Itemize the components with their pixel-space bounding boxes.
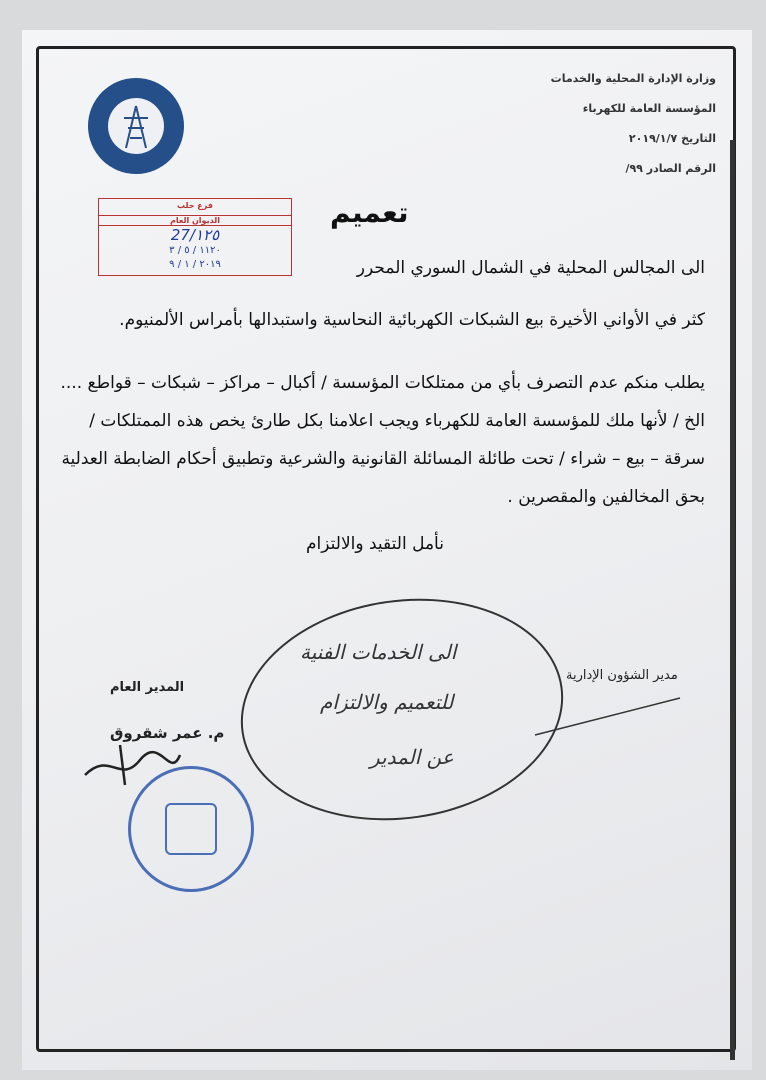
- seal-emblem-icon: [165, 803, 217, 855]
- official-seal: [128, 766, 254, 892]
- stamp-branch: فرع حلب: [177, 201, 213, 210]
- paragraph-2: يطلب منكم عدم التصرف بأي من ممتلكات المؤسسة / أكبال – مراكز – شبكات – قواطع .... الخ / لأنها ملك للمؤسسة العامة للكهرباء ويجب اعلامنا بكل طارئ يخص هذه الممتلكات / سرقة – بيع – شراء / تحت طائلة المسائلة القانونية والشرعية وتطبيق أحكام الضابطة العدلية بحق المخالفين والمقصرين .: [60, 373, 705, 507]
- general-manager-title: المدير العام: [110, 680, 185, 695]
- power-tower-icon: [108, 98, 164, 154]
- admin-affairs-title: مدير الشؤون الإدارية: [566, 668, 678, 683]
- closing-line: نأمل التقيد والالتزام: [306, 534, 444, 554]
- ministry-name: وزارة الإدارة المحلية والخدمات: [550, 72, 716, 85]
- stamp-date-row: ١١٢٠ / ٥ / ٣: [169, 245, 221, 256]
- page-edge-shadow: [730, 140, 735, 1060]
- handwritten-line-2: للتعميم والالتزام: [320, 690, 454, 714]
- institution-name: المؤسسة العامة للكهرباء: [582, 102, 716, 115]
- reference-number: الرقم الصادر ٩٩/: [625, 162, 716, 175]
- general-manager-name: م. عمر شقروق: [110, 724, 225, 742]
- document-date: التاريخ ٢٠١٩/١/٧: [628, 132, 716, 145]
- institution-logo: [88, 78, 184, 174]
- paragraph-1: كثر في الأواني الأخيرة بيع الشبكات الكهربائية النحاسية واستبدالها بأمراس الألمنيوم.: [119, 310, 705, 330]
- recipient-line: الى المجالس المحلية في الشمال السوري المحرر: [356, 258, 705, 278]
- handwritten-line-1: الى الخدمات الفنية: [300, 640, 457, 664]
- document-title: تعميم: [330, 196, 409, 229]
- stamp-office: الديوان العام: [99, 215, 291, 225]
- handwritten-line-3: عن المدير: [370, 745, 454, 769]
- stamp-number: 27/١٢٥: [99, 225, 291, 244]
- stamp-received-row: ٢٠١٩ / ١ / ٩: [169, 259, 221, 270]
